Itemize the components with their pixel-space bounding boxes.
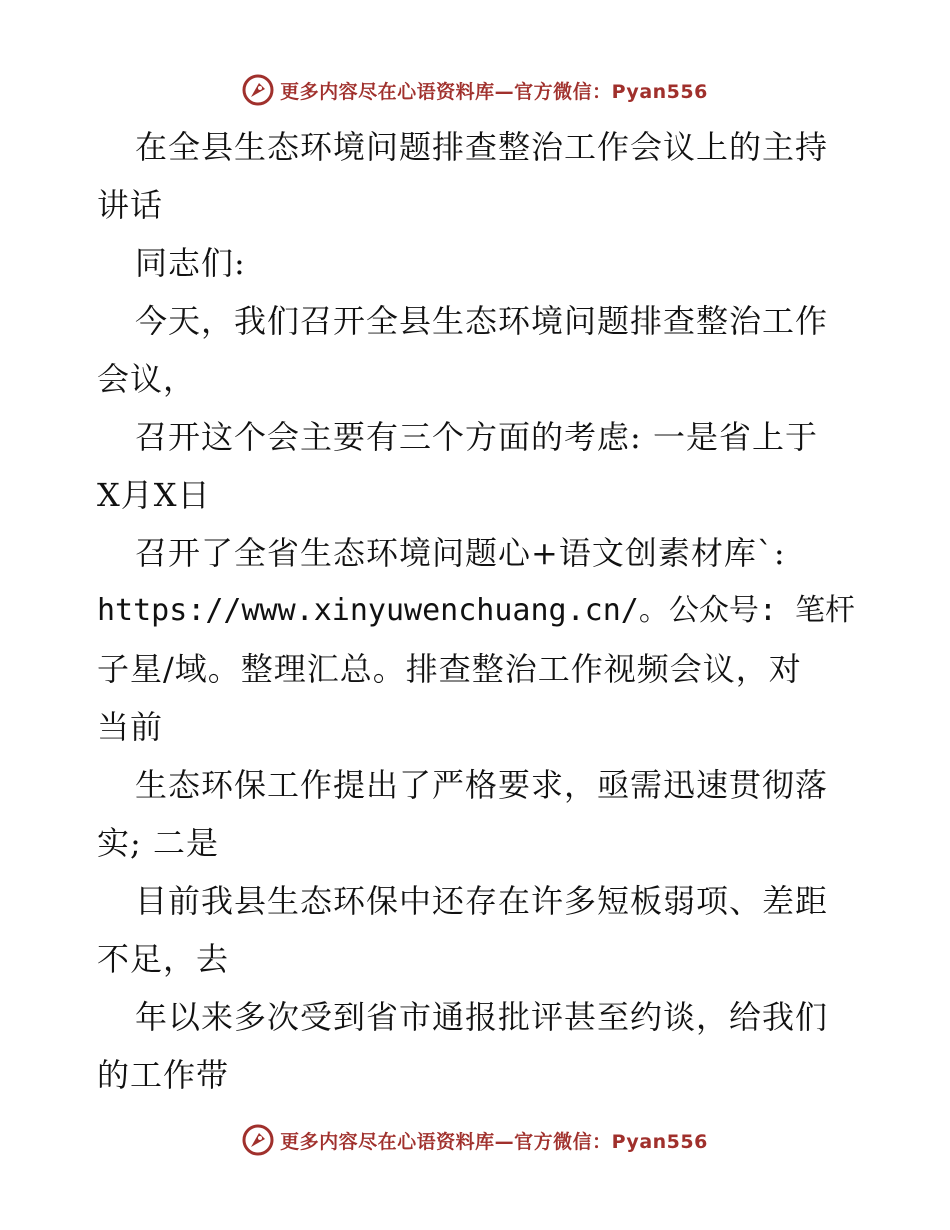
paragraph-line: X月X日	[97, 476, 211, 514]
paragraph-line: 召开了全省生态环境问题心+语文创素材库`:	[135, 534, 786, 572]
pen-nib-logo-icon	[242, 74, 274, 106]
paragraph-line: 实; 二是	[97, 824, 219, 862]
header-watermark-banner	[0, 70, 950, 110]
paragraph-line: 今天，我们召开全县生态环境问题排查整治工作	[135, 302, 829, 340]
paragraph-line: 召开这个会主要有三个方面的考虑: 一是省上于	[135, 418, 818, 456]
salutation: 同志们:	[135, 244, 246, 282]
paragraph-line: 子星/域。整理汇总。排查整治工作视频会议，对	[97, 650, 802, 688]
header-watermark-text: 更多内容尽在心语资料库—官方微信：Pyan556	[280, 80, 708, 103]
footer-watermark-text: 更多内容尽在心语资料库—官方微信：Pyan556	[280, 1130, 708, 1153]
url-line: https://www.xinyuwenchuang.cn/。公众号: 笔杆	[97, 593, 855, 628]
title-line-1: 在全县生态环境问题排查整治工作会议上的主持	[135, 128, 829, 166]
footer-watermark-banner	[0, 1120, 950, 1160]
document-body	[97, 118, 857, 1104]
paragraph-line: 当前	[97, 708, 164, 746]
pen-nib-logo-icon	[242, 1124, 274, 1156]
title-line-2: 讲话	[97, 186, 164, 224]
paragraph-line: 生态环保工作提出了严格要求，亟需迅速贯彻落	[135, 766, 829, 804]
paragraph-line: 会议，	[97, 360, 197, 398]
paragraph-line: 年以来多次受到省市通报批评甚至约谈，给我们	[135, 998, 829, 1036]
paragraph-line: 目前我县生态环保中还存在许多短板弱项、差距	[135, 882, 829, 920]
paragraph-line: 的工作带	[97, 1056, 230, 1094]
paragraph-line: 不足，去	[97, 940, 230, 978]
